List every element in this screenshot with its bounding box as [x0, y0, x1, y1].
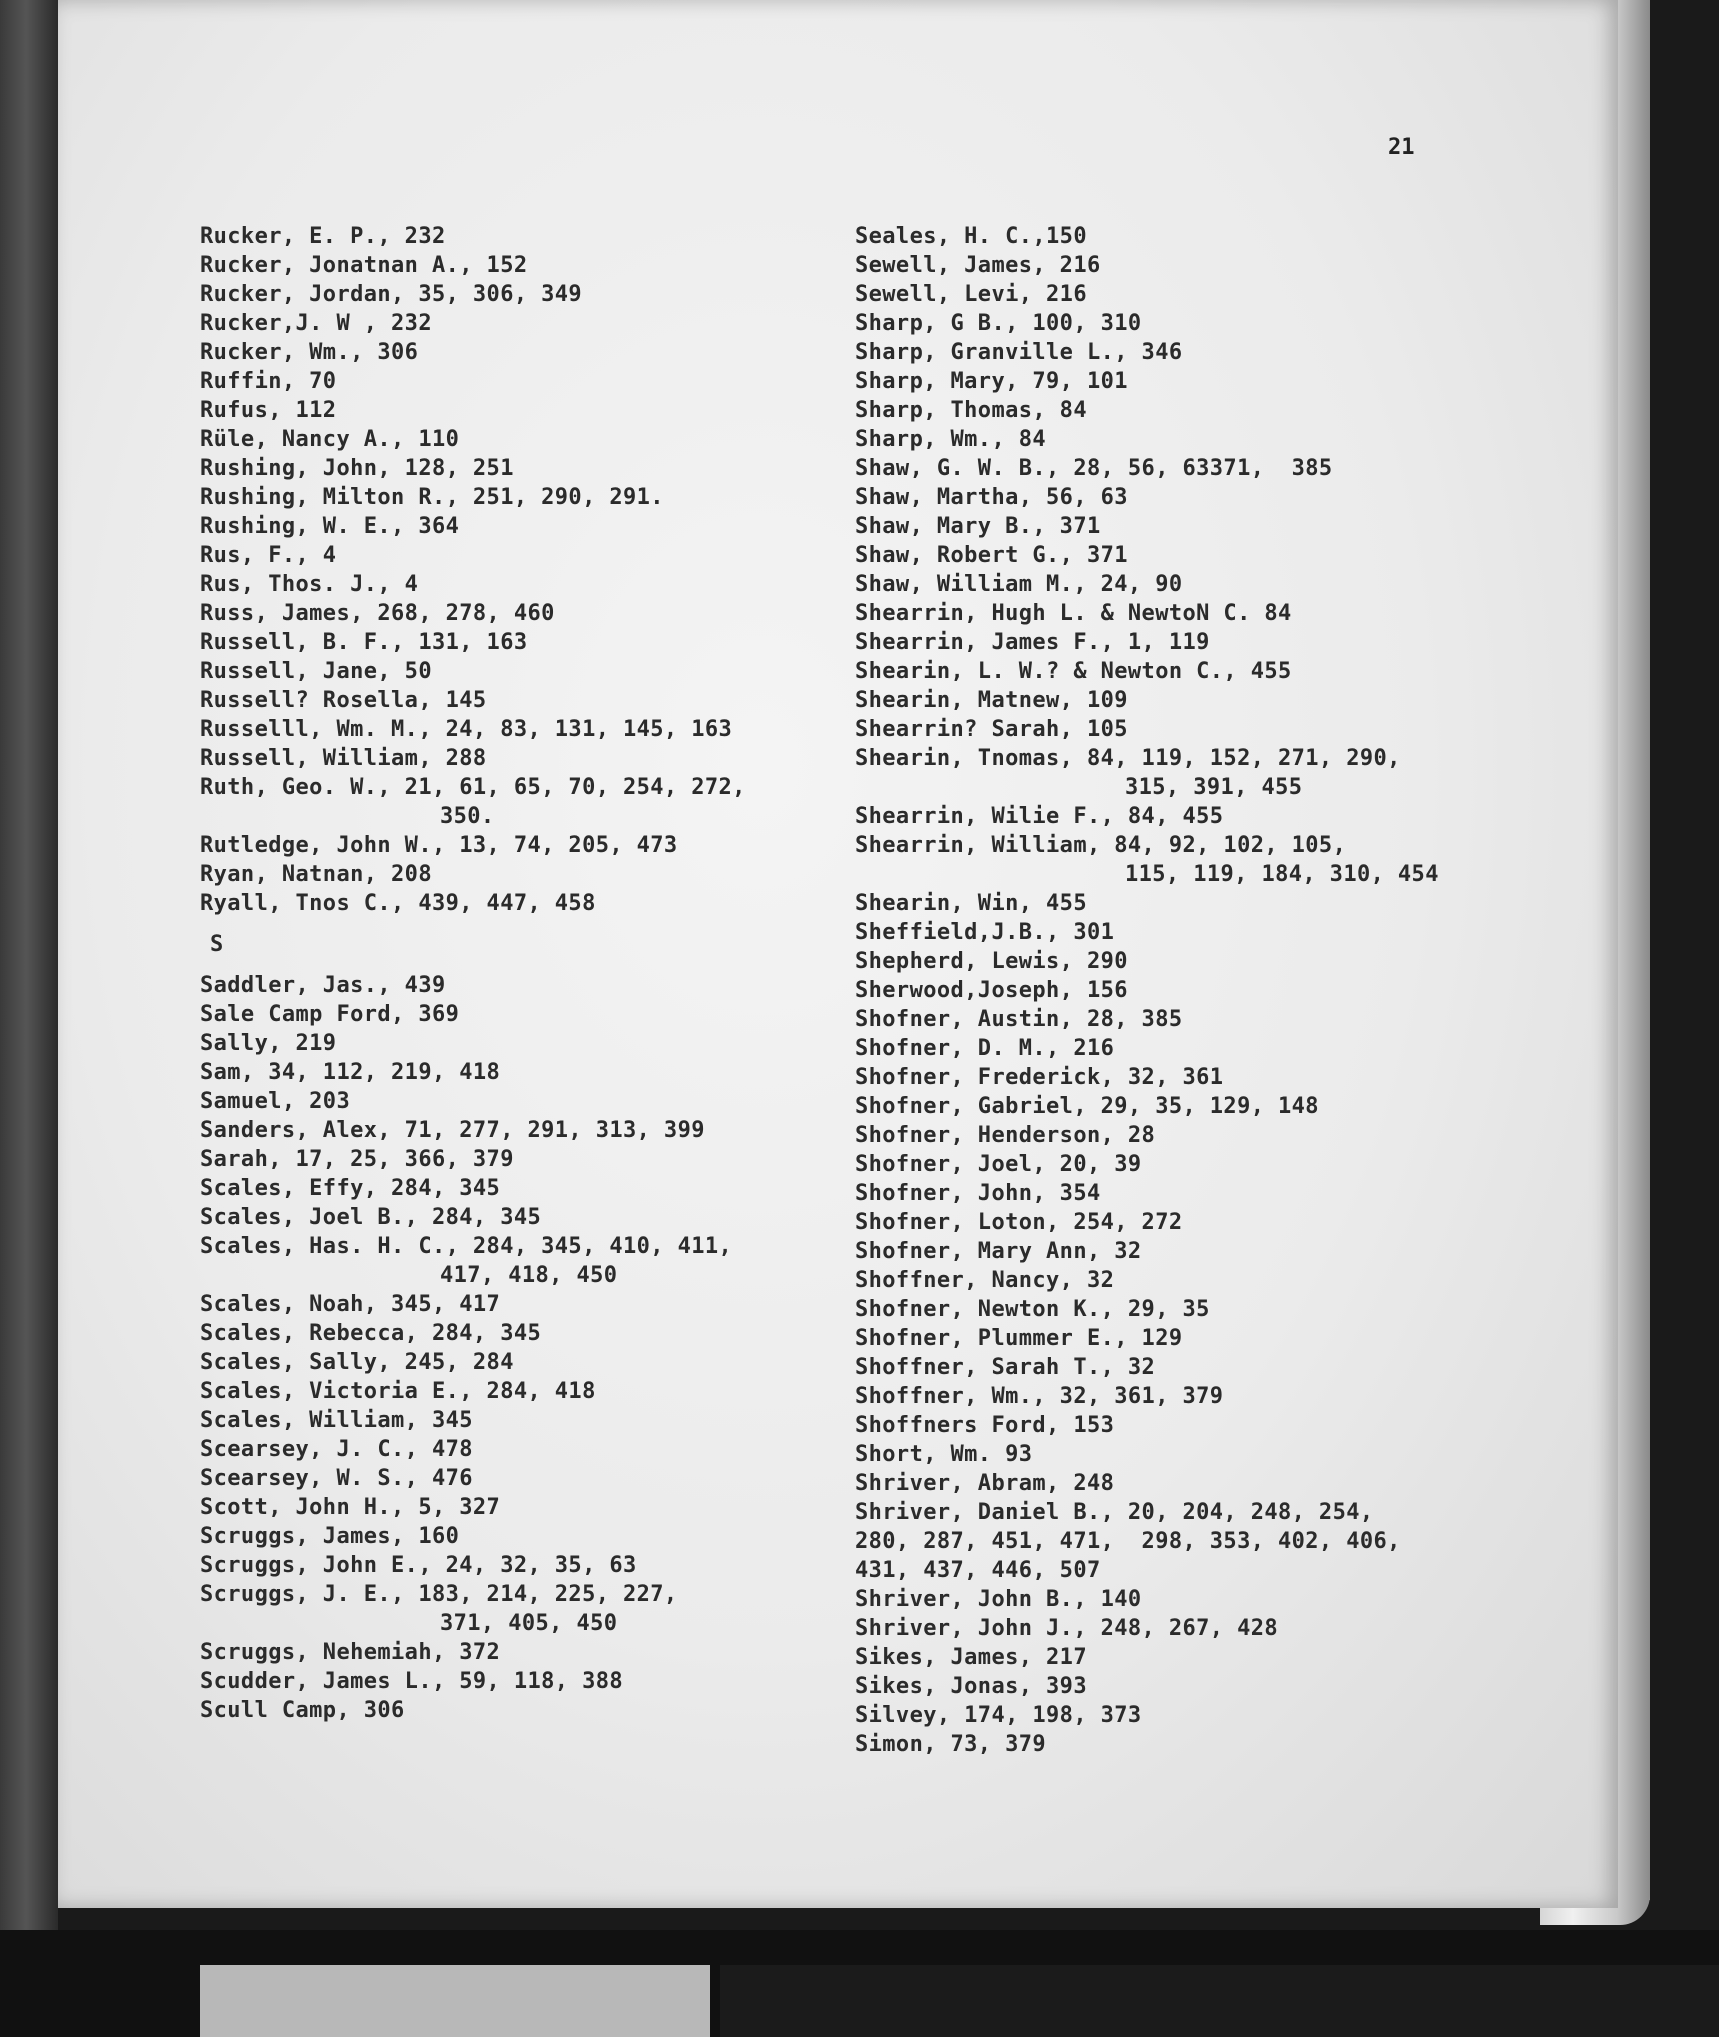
index-entry: Sewell, Levi, 216 [855, 282, 1087, 307]
index-entry: Shofner, Frederick, 32, 361 [855, 1065, 1224, 1090]
index-entry-continuation: 431, 437, 446, 507 [855, 1558, 1101, 1583]
index-entry: Shearrin? Sarah, 105 [855, 717, 1128, 742]
index-entry: Scales, Noah, 345, 417 [200, 1292, 501, 1317]
index-entry: Shofner, Austin, 28, 385 [855, 1007, 1183, 1032]
index-entry: Shearrin, William, 84, 92, 102, 105, [855, 833, 1347, 858]
index-entry: Scales, William, 345 [200, 1408, 473, 1433]
index-entry: Shofner, D. M., 216 [855, 1036, 1115, 1061]
index-entry: Rushing, John, 128, 251 [200, 456, 514, 481]
index-entry: Shaw, Martha, 56, 63 [855, 485, 1128, 510]
index-entry: Shearrin, Hugh L. & NewtoN C. 84 [855, 601, 1292, 626]
index-entry: Scruggs, J. E., 183, 214, 225, 227, [200, 1582, 678, 1607]
index-entry: Sharp, Wm., 84 [855, 427, 1047, 452]
index-entry-continuation: 280, 287, 451, 471, 298, 353, 402, 406, [855, 1529, 1401, 1554]
index-entry: Sarah, 17, 25, 366, 379 [200, 1147, 514, 1172]
index-entry: Sally, 219 [200, 1031, 337, 1056]
index-entry-continuation: 371, 405, 450 [440, 1611, 618, 1636]
index-entry: Russell, William, 288 [200, 746, 487, 771]
index-entry: Russell, Jane, 50 [200, 659, 432, 684]
index-entry: Samuel, 203 [200, 1089, 351, 1114]
index-entry: Shearrin, James F., 1, 119 [855, 630, 1210, 655]
index-entry: Sherwood,Joseph, 156 [855, 978, 1128, 1003]
index-entry: Shriver, John J., 248, 267, 428 [855, 1616, 1278, 1641]
index-entry: Sharp, Granville L., 346 [855, 340, 1183, 365]
index-entry: Shoffner, Wm., 32, 361, 379 [855, 1384, 1224, 1409]
index-entry: Shofner, Newton K., 29, 35 [855, 1297, 1210, 1322]
index-entry: Ryan, Natnan, 208 [200, 862, 432, 887]
index-entry: Scales, Effy, 284, 345 [200, 1176, 501, 1201]
index-entry: Russelll, Wm. M., 24, 83, 131, 145, 163 [200, 717, 733, 742]
index-entry: Shofner, Henderson, 28 [855, 1123, 1156, 1148]
index-entry: Rucker, Jordan, 35, 306, 349 [200, 282, 583, 307]
index-entry: Sharp, Thomas, 84 [855, 398, 1087, 423]
index-entry: Shepherd, Lewis, 290 [855, 949, 1128, 974]
section-letter-heading: S [210, 932, 224, 957]
index-entry: Scull Camp, 306 [200, 1698, 405, 1723]
index-entry: Scales, Rebecca, 284, 345 [200, 1321, 542, 1346]
index-entry-continuation: 115, 119, 184, 310, 454 [1125, 862, 1439, 887]
index-entry: Ryall, Tnos C., 439, 447, 458 [200, 891, 596, 916]
index-entry: Shaw, G. W. B., 28, 56, 63371, 385 [855, 456, 1333, 481]
index-entry: Rus, F., 4 [200, 543, 337, 568]
index-entry: Scruggs, John E., 24, 32, 35, 63 [200, 1553, 637, 1578]
index-entry: Shofner, John, 354 [855, 1181, 1101, 1206]
index-entry-continuation: 350. [440, 804, 495, 829]
index-entry: Shofner, Joel, 20, 39 [855, 1152, 1142, 1177]
index-entry: Shoffner, Nancy, 32 [855, 1268, 1115, 1293]
film-strip-light [200, 1965, 710, 2037]
index-entry-continuation: 417, 418, 450 [440, 1263, 618, 1288]
index-entry: Shaw, Robert G., 371 [855, 543, 1128, 568]
index-entry: Sikes, Jonas, 393 [855, 1674, 1087, 1699]
index-entry: Russell, B. F., 131, 163 [200, 630, 528, 655]
index-entry: Rüle, Nancy A., 110 [200, 427, 460, 452]
index-entry: Scales, Joel B., 284, 345 [200, 1205, 542, 1230]
index-entry: Shoffner, Sarah T., 32 [855, 1355, 1156, 1380]
index-entry: Shriver, Abram, 248 [855, 1471, 1115, 1496]
index-entry: Rufus, 112 [200, 398, 337, 423]
index-entry-continuation: 315, 391, 455 [1125, 775, 1303, 800]
index-entry: Shofner, Mary Ann, 32 [855, 1239, 1142, 1264]
index-entry: Rucker, E. P., 232 [200, 224, 446, 249]
index-entry: Shearin, Matnew, 109 [855, 688, 1128, 713]
index-entry: Rucker, Jonatnan A., 152 [200, 253, 528, 278]
index-entry: Shriver, John B., 140 [855, 1587, 1142, 1612]
left-index-column [200, 222, 920, 1725]
right-index-column [855, 222, 1575, 1759]
book-spine-edge [0, 0, 58, 1930]
index-entry: Scales, Sally, 245, 284 [200, 1350, 514, 1375]
index-entry: Rus, Thos. J., 4 [200, 572, 419, 597]
index-entry: Saddler, Jas., 439 [200, 973, 446, 998]
index-entry: Shearin, Tnomas, 84, 119, 152, 271, 290, [855, 746, 1401, 771]
index-entry: Russell? Rosella, 145 [200, 688, 487, 713]
index-entry: Sanders, Alex, 71, 277, 291, 313, 399 [200, 1118, 705, 1143]
index-entry: Sewell, James, 216 [855, 253, 1101, 278]
index-entry: Shriver, Daniel B., 20, 204, 248, 254, [855, 1500, 1374, 1525]
index-entry: Shofner, Plummer E., 129 [855, 1326, 1183, 1351]
index-entry: Scudder, James L., 59, 118, 388 [200, 1669, 623, 1694]
index-entry: Seales, H. C.,150 [855, 224, 1087, 249]
index-entry: Russ, James, 268, 278, 460 [200, 601, 555, 626]
index-entry: Scales, Victoria E., 284, 418 [200, 1379, 596, 1404]
index-entry: Scearsey, W. S., 476 [200, 1466, 473, 1491]
index-entry: Shearin, L. W.? & Newton C., 455 [855, 659, 1292, 684]
index-entry: Rucker, Wm., 306 [200, 340, 419, 365]
film-strip-dark [720, 1965, 1719, 2037]
page-number: 21 [1388, 135, 1415, 160]
index-entry: Rushing, Milton R., 251, 290, 291. [200, 485, 664, 510]
index-entry: Shearrin, Wilie F., 84, 455 [855, 804, 1224, 829]
index-entry: Shofner, Loton, 254, 272 [855, 1210, 1183, 1235]
index-entry: Simon, 73, 379 [855, 1732, 1047, 1757]
index-entry: Ruffin, 70 [200, 369, 337, 394]
index-entry: Scales, Has. H. C., 284, 345, 410, 411, [200, 1234, 733, 1259]
index-entry: Rutledge, John W., 13, 74, 205, 473 [200, 833, 678, 858]
index-entry: Sam, 34, 112, 219, 418 [200, 1060, 501, 1085]
index-entry: Scruggs, Nehemiah, 372 [200, 1640, 501, 1665]
index-entry: Shoffners Ford, 153 [855, 1413, 1115, 1438]
index-entry: Rushing, W. E., 364 [200, 514, 460, 539]
index-entry: Shaw, Mary B., 371 [855, 514, 1101, 539]
index-entry: Sikes, James, 217 [855, 1645, 1087, 1670]
index-entry: Scruggs, James, 160 [200, 1524, 460, 1549]
index-entry: Rucker,J. W , 232 [200, 311, 432, 336]
index-entry: Sharp, Mary, 79, 101 [855, 369, 1128, 394]
index-entry: Scearsey, J. C., 478 [200, 1437, 473, 1462]
index-entry: Shofner, Gabriel, 29, 35, 129, 148 [855, 1094, 1319, 1119]
index-entry: Silvey, 174, 198, 373 [855, 1703, 1142, 1728]
index-entry: Sale Camp Ford, 369 [200, 1002, 460, 1027]
index-entry: Scott, John H., 5, 327 [200, 1495, 501, 1520]
index-entry: Sharp, G B., 100, 310 [855, 311, 1142, 336]
index-entry: Ruth, Geo. W., 21, 61, 65, 70, 254, 272, [200, 775, 746, 800]
index-entry: Short, Wm. 93 [855, 1442, 1033, 1467]
index-entry: Sheffield,J.B., 301 [855, 920, 1115, 945]
index-entry: Shaw, William M., 24, 90 [855, 572, 1183, 597]
index-entry: Shearin, Win, 455 [855, 891, 1087, 916]
